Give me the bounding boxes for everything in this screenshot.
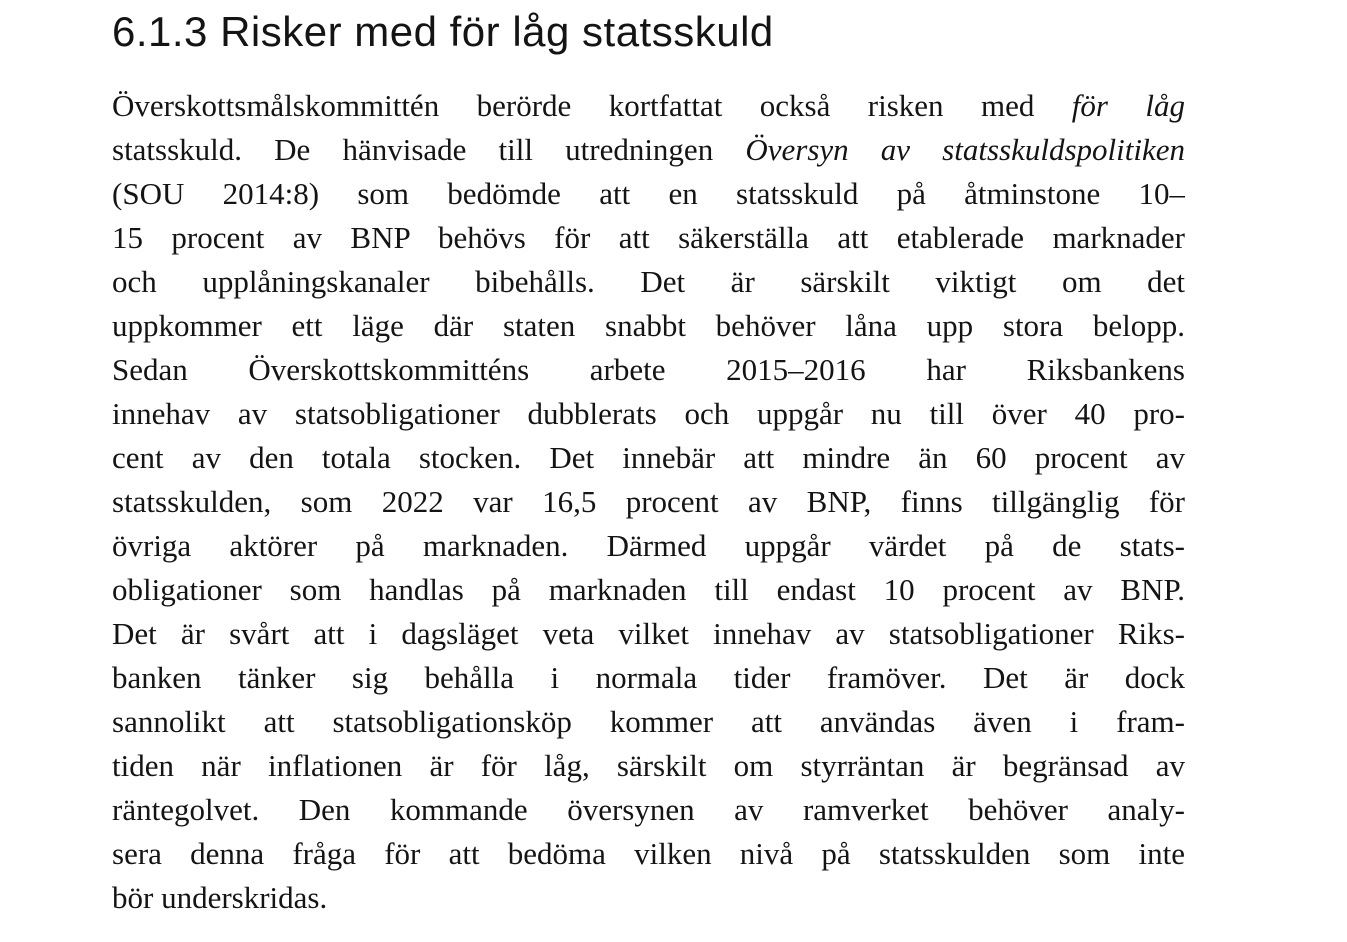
text-segment: räntegolvet. Den kommande översynen av ramverket behöver analy-: [112, 792, 1185, 827]
text-segment: och upplåningskanaler bibehålls. Det är särskilt viktigt om det: [112, 264, 1185, 299]
text-segment: uppkommer ett läge där staten snabbt behöver låna upp stora belopp.: [112, 308, 1185, 343]
text-line: [112, 568, 1185, 612]
text-line: [112, 788, 1185, 832]
text-segment: bör underskridas.: [112, 880, 328, 915]
text-line: [112, 832, 1185, 876]
text-line: [112, 480, 1185, 524]
text-line: [112, 172, 1185, 216]
italic-text-segment: Översyn av statsskuldspolitiken: [745, 132, 1185, 167]
text-segment: 15 procent av BNP behövs för att säkerställa att etablerade marknader: [112, 220, 1185, 255]
text-segment: innehav av statsobligationer dubblerats och uppgår nu till över 40 pro-: [112, 396, 1185, 431]
text-segment: statsskuld. De hänvisade till utredningen: [112, 132, 746, 167]
text-segment: obligationer som handlas på marknaden till endast 10 procent av BNP.: [112, 572, 1185, 607]
text-line: [112, 216, 1185, 260]
text-segment: cent av den totala stocken. Det innebär att mindre än 60 procent av: [112, 440, 1185, 475]
text-segment: tiden när inflationen är för låg, särskilt om styrräntan är begränsad av: [112, 748, 1185, 783]
text-line: [112, 744, 1185, 788]
text-segment: (SOU 2014:8) som bedömde att en statsskuld på åtminstone 10–: [112, 176, 1185, 211]
text-segment: statsskulden, som 2022 var 16,5 procent av BNP, finns tillgänglig för: [112, 484, 1185, 519]
text-line: [112, 128, 1185, 172]
text-line: [112, 304, 1185, 348]
text-segment: Sedan Överskottskommitténs arbete 2015–2016 har Riksbankens: [112, 352, 1185, 387]
text-segment: sera denna fråga för att bedöma vilken nivå på statsskulden som inte: [112, 836, 1185, 871]
text-line: [112, 524, 1185, 568]
text-segment: banken tänker sig behålla i normala tider framöver. Det är dock: [112, 660, 1185, 695]
section-heading: 6.1.3 Risker med för låg statsskuld: [112, 8, 774, 55]
text-line: [112, 612, 1185, 656]
text-line: [112, 700, 1185, 744]
text-line: [112, 436, 1185, 480]
text-segment: Överskottsmålskommittén berörde kortfattat också risken med: [112, 88, 1072, 123]
text-line: [112, 656, 1185, 700]
text-line: [112, 348, 1185, 392]
text-line: [112, 876, 1185, 920]
text-segment: Det är svårt att i dagsläget veta vilket innehav av statsobligationer Riks-: [112, 616, 1185, 651]
text-line: [112, 392, 1185, 436]
italic-text-segment: för låg: [1071, 88, 1185, 123]
text-line: [112, 84, 1185, 128]
text-segment: sannolikt att statsobligationsköp kommer att användas även i fram-: [112, 704, 1185, 739]
body-paragraph: [112, 84, 1185, 920]
text-line: [112, 260, 1185, 304]
text-segment: övriga aktörer på marknaden. Därmed uppgår värdet på de stats-: [112, 528, 1185, 563]
